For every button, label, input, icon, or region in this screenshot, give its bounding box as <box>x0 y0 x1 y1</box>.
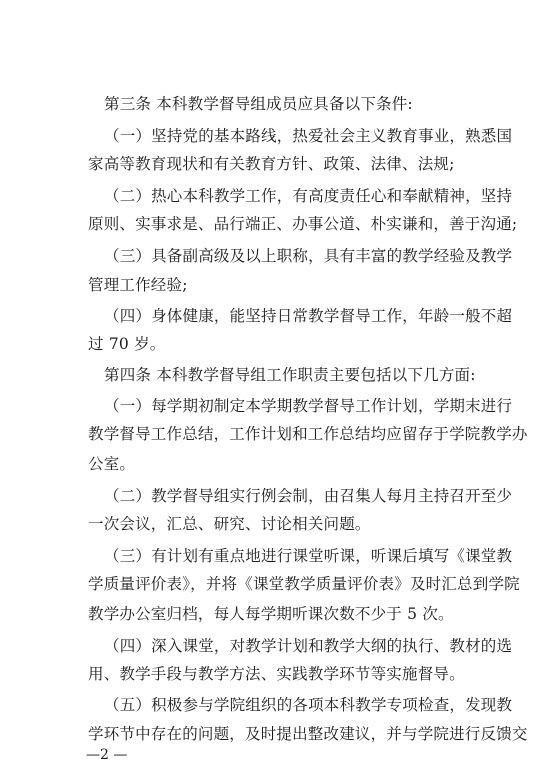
text-line: （四）身体健康，能坚持日常教学督导工作，年龄一般不超 <box>104 307 513 325</box>
text-line: 第三条 本科教学督导组成员应具备以下条件: <box>104 95 413 113</box>
text-line: 公室。 <box>88 455 136 473</box>
text-line: 学环节中存在的问题，及时提出整改建议，并与学院进行反馈交 <box>88 725 528 743</box>
text-line: （三）具备副高级及以上职称，具有丰富的教学经验及教学 <box>104 247 513 265</box>
text-line: 教学督导工作总结，工作计划和工作总结均应留存于学院教学办 <box>88 425 528 443</box>
text-line: 家高等教育现状和有关教育方针、政策、法律、法规; <box>88 155 455 173</box>
text-line: （四）深入课堂，对教学计划和教学大纲的执行、教材的选 <box>104 637 513 655</box>
page-number: —2 — <box>86 747 128 763</box>
text-line: （二）教学督导组实行例会制，由召集人每月主持召开至少 <box>104 487 513 505</box>
text-line: 第四条 本科教学督导组工作职责主要包括以下几方面: <box>104 366 476 384</box>
text-line: 用、教学手段与教学方法、实践教学环节等实施督导。 <box>88 665 465 683</box>
text-line: 一次会议，汇总、研究、讨论相关问题。 <box>88 515 371 533</box>
text-line: （一）每学期初制定本学期教学督导工作计划，学期末进行 <box>104 397 513 415</box>
text-line: （二）热心本科教学工作，有高度责任心和奉献精神，坚持 <box>104 187 513 205</box>
text-line: 学质量评价表》，并将《课堂教学质量评价表》及时汇总到学院 <box>88 575 520 593</box>
text-line: （五）积极参与学院组织的各项本科教学专项检查，发现教 <box>104 696 513 714</box>
text-line: （一）坚持党的基本路线，热爱社会主义教育事业，熟悉国 <box>104 127 513 145</box>
text-line: 过 70 岁。 <box>88 335 166 353</box>
text-line: （三）有计划有重点地进行课堂听课，听课后填写《课堂教 <box>104 547 513 565</box>
text-line: 原则、实事求是、品行端正、办事公道、朴实谦和，善于沟通; <box>88 215 518 233</box>
text-line: 管理工作经验; <box>88 276 188 294</box>
text-line: 教学办公室归档，每人每学期听课次数不少于 5 次。 <box>88 605 454 623</box>
